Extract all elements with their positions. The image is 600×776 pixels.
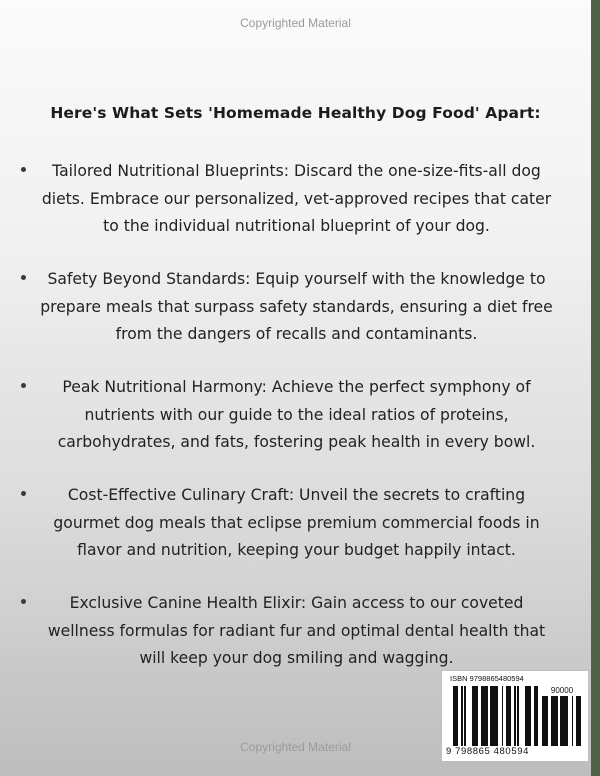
bullet-text: Safety Beyond Standards: Equip yourself with the knowledge to prepare meals that surpass safety standards, ensuring a diet free from the dangers of recalls and contaminants. [40,270,553,343]
barcode-addon-bars-icon [542,696,582,746]
barcode-main-bars-icon [450,686,538,746]
bullet-dot-icon [21,275,26,280]
bullet-text: Exclusive Canine Health Elixir: Gain access to our coveted wellness formulas for radiant fur and optimal dental health that will keep your dog smiling and wagging. [47,594,546,667]
bullet-text: Tailored Nutritional Blueprints: Discard the one-size-fits-all dog diets. Embrace our personalized, vet-approved recipes that cater to the individual nutritional blueprint of your dog. [41,162,552,235]
bullet-item [0,266,591,349]
bullet-dot-icon [21,383,26,388]
bullet-text: Peak Nutritional Harmony: Achieve the perfect symphony of nutrients with our guide to the ideal ratios of proteins, carbohydrates, and fats, fostering peak health in every bowl. [57,378,536,451]
bullet-item [0,482,591,565]
watermark-bottom: Copyrighted Material [240,740,351,754]
bullet-item [0,158,591,241]
barcode-price-code: 90000 [550,686,574,695]
bullet-dot-icon [21,599,26,604]
bullet-dot-icon [21,167,26,172]
right-edge-stripe [591,0,600,776]
barcode-digits: 9 798865 480594 [446,746,529,757]
isbn-label: ISBN 9798865480594 [450,674,524,683]
bullet-text: Cost-Effective Culinary Craft: Unveil the secrets to crafting gourmet dog meals that eclipse premium commercial foods in flavor and nutrition, keeping your budget happily intact. [53,486,540,559]
bullet-item [0,374,591,457]
bullet-dot-icon [21,491,26,496]
bullet-item [0,590,591,673]
watermark-top: Copyrighted Material [240,16,351,30]
section-heading: Here's What Sets 'Homemade Healthy Dog Food' Apart: [50,104,541,122]
